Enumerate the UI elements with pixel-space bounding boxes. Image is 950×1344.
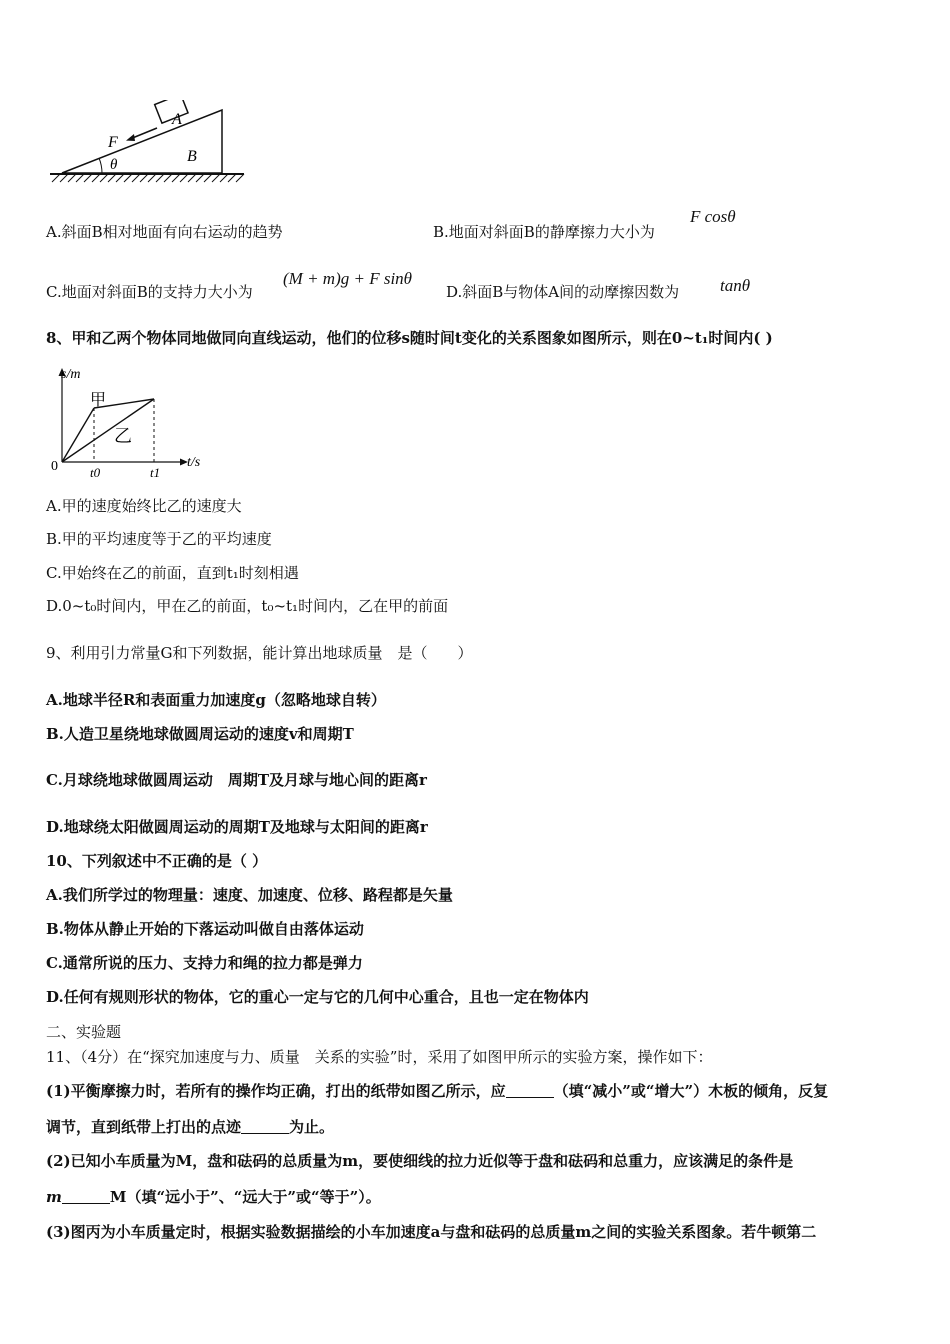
- x-axis-label: t/s: [187, 455, 201, 470]
- incline-figure: [46, 100, 246, 190]
- q11-blank-3[interactable]: [62, 1189, 110, 1204]
- q11-part2-line2: m M（填“远小于”、“远大于”或“等于”）。: [46, 1188, 381, 1206]
- q8-option-b: B.甲的平均速度等于乙的平均速度: [46, 530, 272, 548]
- jia-label: 甲: [90, 392, 107, 409]
- q7-option-d: D.斜面B与物体A间的动摩擦因数为: [446, 283, 680, 301]
- q8-option-a: A.甲的速度始终比乙的速度大: [46, 497, 242, 515]
- label-theta: θ: [110, 157, 118, 173]
- q10-option-a: A.我们所学过的物理量：速度、加速度、位移、路程都是矢量: [46, 886, 453, 904]
- q11-blank-2[interactable]: [241, 1119, 289, 1134]
- q11-part2-line1: (2)已知小车质量为M，盘和砝码的总质量为m，要使细线的拉力近似等于盘和砝码和总重力，应该满足的条件是: [46, 1152, 794, 1170]
- q8-option-d: D.0~t₀时间内，甲在乙的前面，t₀~t₁时间内，乙在甲的前面: [46, 597, 449, 615]
- q7-option-c-formula: (M + m)g + F sinθ: [283, 269, 413, 288]
- q9-option-b: B.人造卫星绕地球做圆周运动的速度v和周期T: [46, 725, 354, 743]
- section-title: 二、实验题: [46, 1023, 122, 1041]
- t0-label: t0: [90, 465, 101, 480]
- q7-option-b-formula: F cosθ: [690, 207, 736, 226]
- q10-option-c: C.通常所说的压力、支持力和绳的拉力都是弹力: [46, 954, 363, 972]
- origin-label: 0: [51, 459, 58, 474]
- label-B: B: [187, 148, 197, 165]
- q7-option-a: A.斜面B相对地面有向右运动的趋势: [46, 223, 283, 241]
- q11-part3-line1: (3)图丙为小车质量定时，根据实验数据描绘的小车加速度a与盘和砝码的总质量m之间的实验关系图象。若牛顿第二: [46, 1223, 817, 1241]
- t1-label: t1: [150, 465, 161, 480]
- q7-option-c: C.地面对斜面B的支持力大小为: [46, 283, 253, 301]
- angle-arc: [99, 158, 102, 173]
- y-axis-label: s/m: [61, 367, 81, 382]
- ground-hatching: [52, 174, 244, 182]
- yi-line: [62, 399, 154, 462]
- q8-graph: [46, 360, 216, 480]
- q9-option-a: A.地球半径R和表面重力加速度g（忽略地球自转）: [46, 691, 386, 709]
- q11-part1-line1: (1)平衡摩擦力时，若所有的操作均正确，打出的纸带如图乙所示，应 （填“减小”或“增大”）木板的倾角，反复: [46, 1082, 829, 1100]
- jia-line-seg1: [62, 408, 94, 462]
- q7-option-d-formula: tanθ: [720, 276, 751, 295]
- force-arrowhead: [126, 134, 135, 141]
- q7-option-b: B.地面对斜面B的静摩擦力大小为: [433, 223, 655, 241]
- yi-label: 乙: [114, 426, 132, 446]
- q11-stem: 11、（4分）在“探究加速度与力、质量 关系的实验”时，采用了如图甲所示的实验方案，操作如下：: [46, 1048, 713, 1066]
- q10-stem: 10、下列叙述中不正确的是（ ）: [46, 852, 268, 870]
- q10-option-b: B.物体从静止开始的下落运动叫做自由落体运动: [46, 920, 364, 938]
- q10-option-d: D.任何有规则形状的物体，它的重心一定与它的几何中心重合，且也一定在物体内: [46, 988, 589, 1006]
- q8-option-c: C.甲始终在乙的前面，直到t₁时刻相遇: [46, 564, 299, 582]
- q9-option-c: C.月球绕地球做圆周运动 周期T及月球与地心间的距离r: [46, 771, 427, 789]
- label-A: A: [172, 111, 182, 128]
- q11-blank-1[interactable]: [506, 1083, 554, 1098]
- label-F: F: [108, 134, 118, 151]
- q8-stem: 8、甲和乙两个物体同地做同向直线运动，他们的位移s随时间t变化的关系图象如图所示，则在0~t₁时间内( ): [46, 329, 773, 347]
- q9-stem: 9、利用引力常量G和下列数据，能计算出地球质量 是（ ）: [46, 644, 473, 662]
- q11-part1-line2: 调节，直到纸带上打出的点迹 为止。: [46, 1118, 335, 1136]
- q9-option-d: D.地球绕太阳做圆周运动的周期T及地球与太阳间的距离r: [46, 818, 428, 836]
- wedge-B: [62, 110, 222, 173]
